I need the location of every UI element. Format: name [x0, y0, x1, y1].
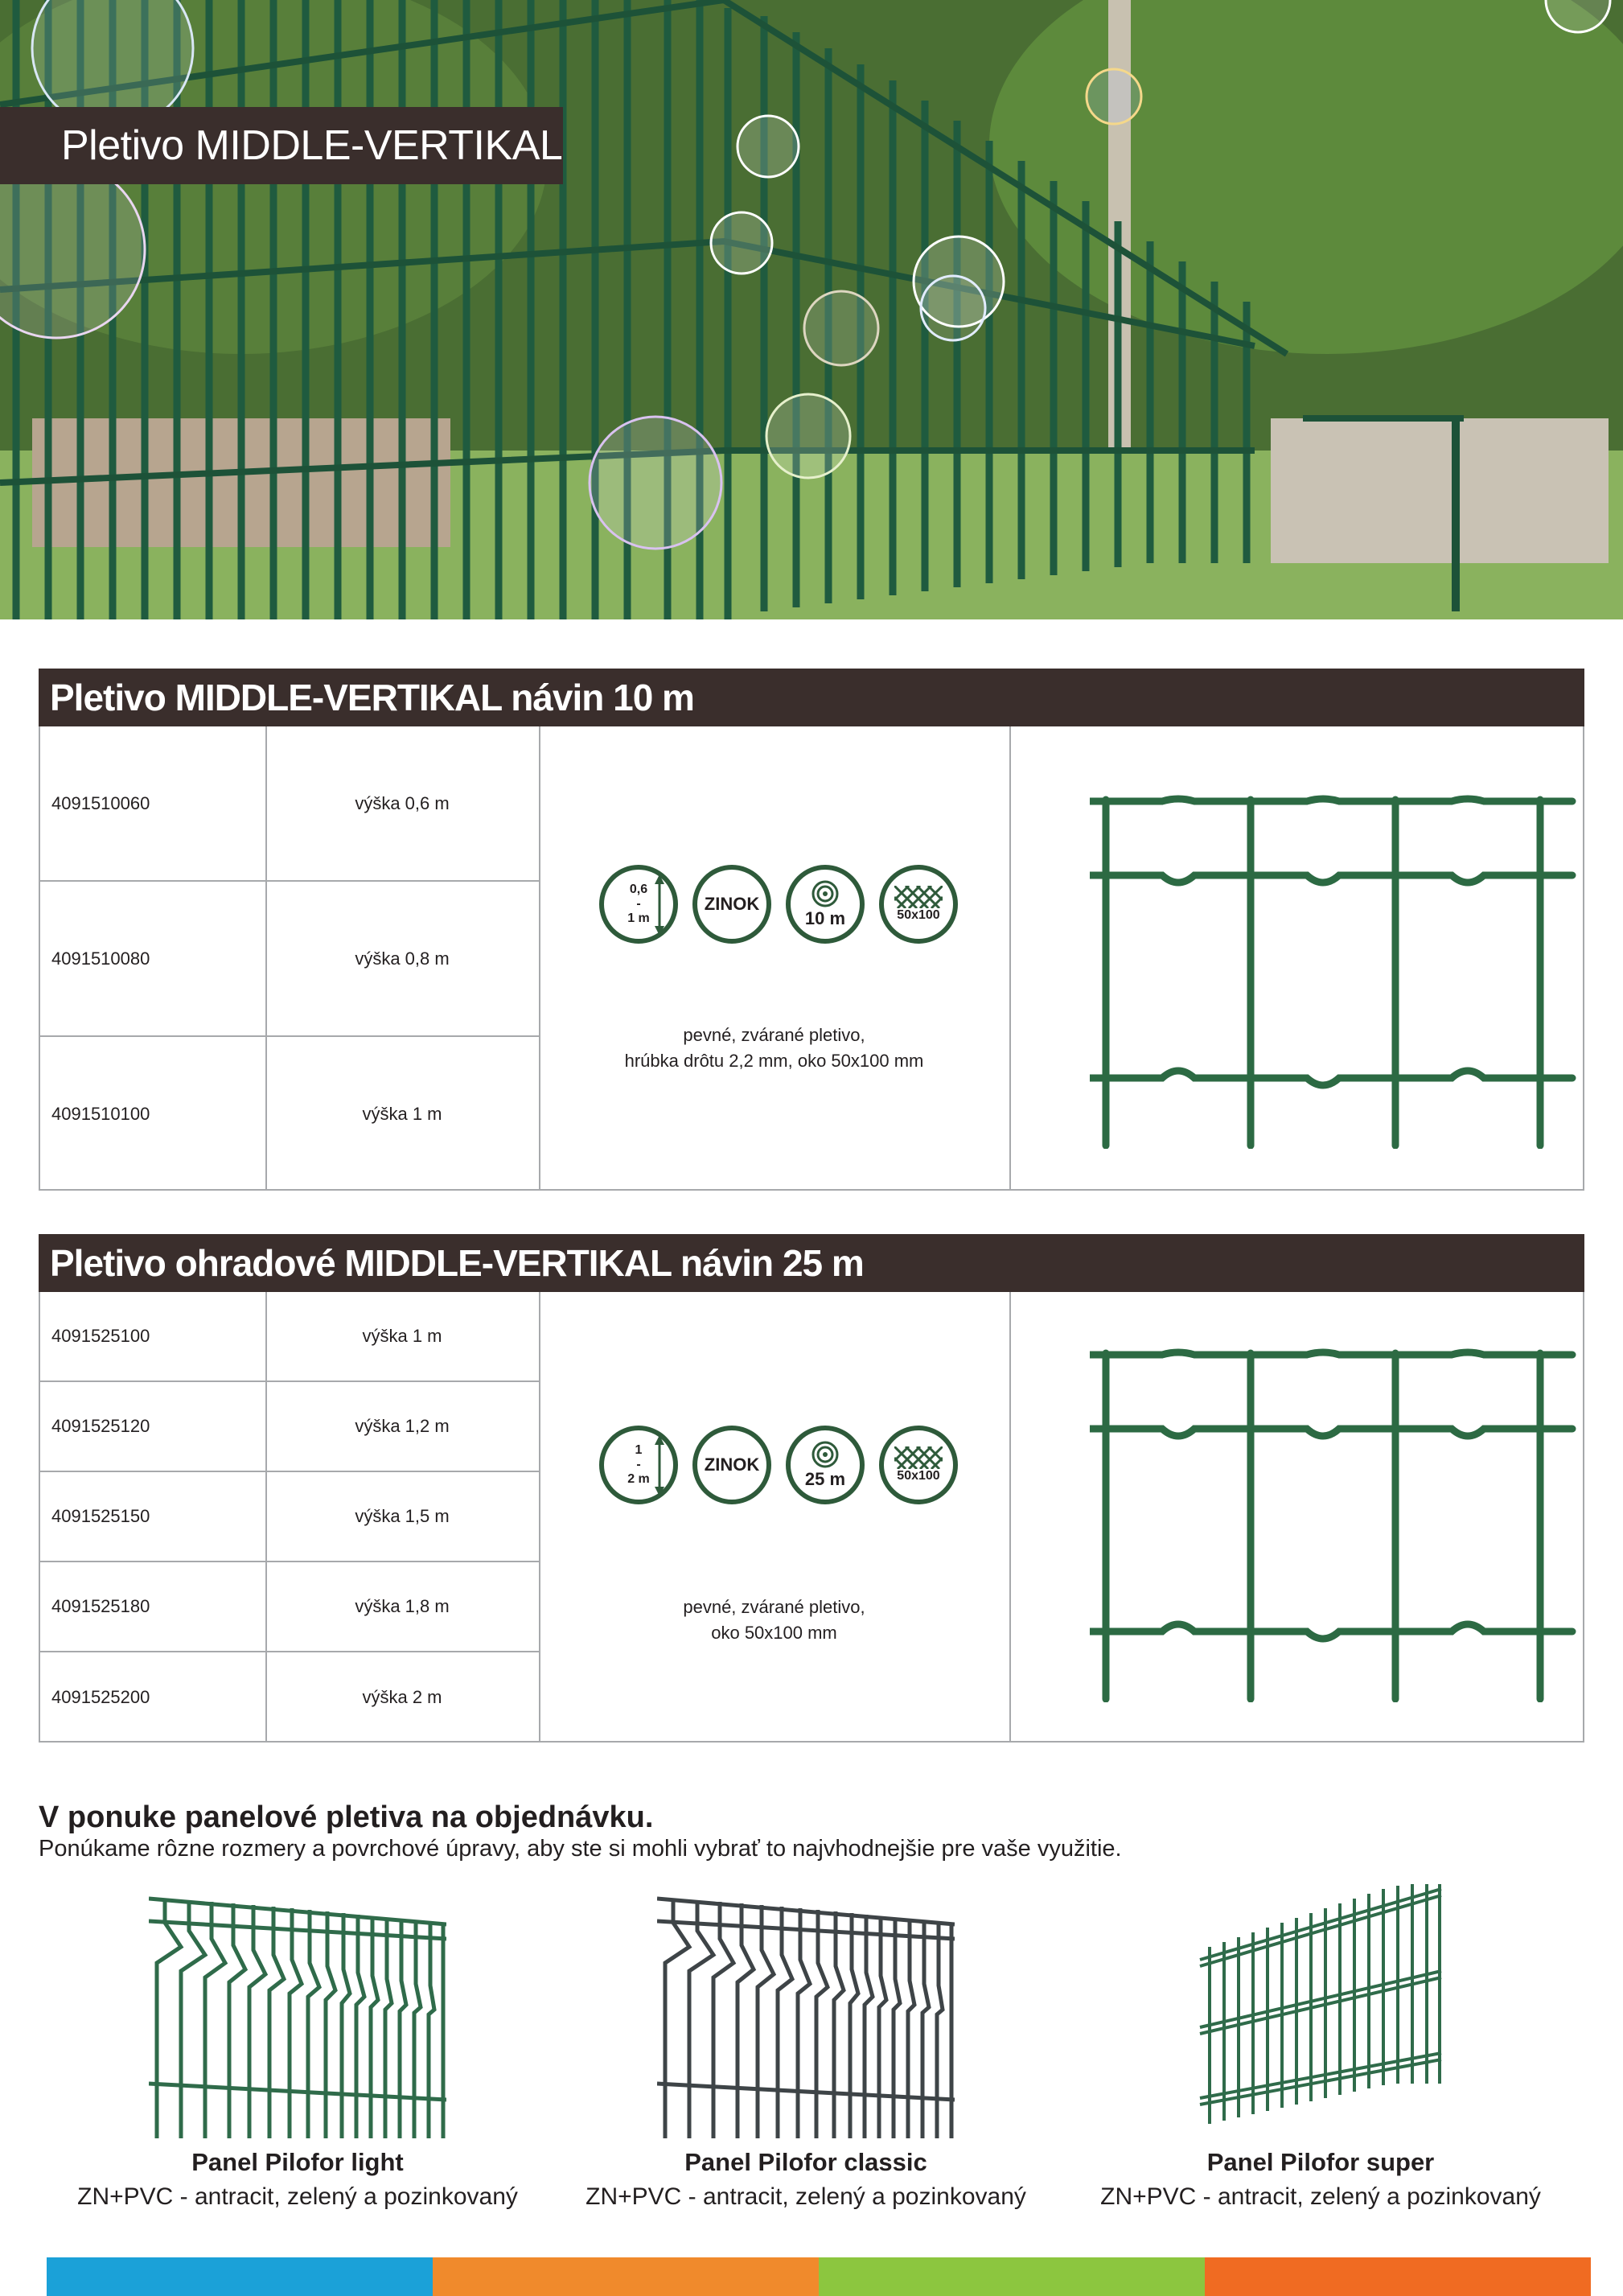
color-bar-red-orange	[1205, 2257, 1591, 2296]
panel-name: Panel Pilofor super	[1206, 2148, 1435, 2176]
mesh-size-icon: 50x100	[879, 865, 958, 944]
product-description	[539, 1594, 1009, 1646]
color-bar-orange	[433, 2257, 819, 2296]
table-row	[40, 1037, 539, 1191]
mesh-pattern-icon	[894, 886, 943, 908]
panel-card	[1079, 1882, 1562, 2211]
panel-description: ZN+PVC - antracit, zelený a pozinkovaný	[1100, 2183, 1541, 2210]
offer-subtitle: Ponúkame rôzne rozmery a povrchové úpravy, aby ste si mohli vybrať to najvhodnejšie pre vaše využitie.	[39, 1836, 1122, 1862]
product-height: výška 0,6 m	[355, 792, 450, 813]
product-grid	[39, 1292, 1584, 1743]
product-height: výška 0,8 m	[355, 948, 450, 969]
product-table-10m	[39, 669, 1584, 1191]
offer-title: V ponuke panelové pletiva na objednávku.	[39, 1800, 654, 1834]
product-height: výška 1,2 m	[355, 1416, 450, 1436]
product-code: 4091525150	[51, 1506, 150, 1526]
wire-mesh-image	[1090, 795, 1580, 1149]
page-title: Pletivo MIDDLE-VERTIKAL	[0, 107, 563, 184]
product-code: 4091525180	[51, 1596, 150, 1616]
product-grid	[39, 726, 1584, 1191]
panel-name: Panel Pilofor light	[191, 2148, 404, 2176]
feature-icons	[599, 1426, 958, 1504]
product-code: 4091510080	[51, 948, 150, 969]
zinc-coating-icon: ZINOK	[692, 865, 771, 944]
table-row	[40, 1652, 539, 1743]
product-code: 4091525120	[51, 1416, 150, 1436]
product-description	[539, 1023, 1009, 1074]
divider	[1009, 726, 1011, 1189]
table-row	[40, 1382, 539, 1472]
fence-photo	[0, 0, 1623, 619]
panel-card	[565, 1882, 1047, 2211]
panel-description: ZN+PVC - antracit, zelený a pozinkovaný	[586, 2183, 1026, 2210]
divider	[1009, 1292, 1011, 1741]
panel-super-image	[1192, 1882, 1449, 2138]
roll-icon	[811, 879, 840, 908]
divider	[539, 726, 540, 1189]
description-line: oko 50x100 mm	[711, 1623, 837, 1643]
description-line: hrúbka drôtu 2,2 mm, oko 50x100 mm	[624, 1051, 924, 1071]
product-height: výška 1,5 m	[355, 1506, 450, 1526]
product-height: výška 1 m	[362, 1326, 442, 1346]
product-code: 4091525200	[51, 1687, 150, 1707]
description-line: pevné, zvárané pletivo,	[683, 1597, 865, 1617]
panel-light-image	[149, 1882, 446, 2138]
product-code: 4091510060	[51, 792, 150, 813]
description-line: pevné, zvárané pletivo,	[683, 1025, 865, 1045]
divider	[539, 1292, 540, 1741]
panel-description: ZN+PVC - antracit, zelený a pozinkovaný	[77, 2183, 518, 2210]
roll-icon	[811, 1440, 840, 1469]
mesh-size-icon: 50x100	[879, 1426, 958, 1504]
panel-card	[56, 1882, 539, 2211]
section-heading: Pletivo MIDDLE-VERTIKAL návin 10 m	[39, 669, 1584, 726]
table-row	[40, 726, 539, 882]
color-bar-blue	[47, 2257, 433, 2296]
table-row	[40, 1292, 539, 1382]
table-row	[40, 1562, 539, 1652]
height-range-icon: 0,6 - 1 m	[599, 865, 678, 944]
product-height: výška 1,8 m	[355, 1596, 450, 1616]
color-bar-green	[819, 2257, 1205, 2296]
zinc-coating-icon: ZINOK	[692, 1426, 771, 1504]
product-height: výška 1 m	[362, 1103, 442, 1124]
product-code: 4091510100	[51, 1103, 150, 1124]
footer-color-bars	[47, 2257, 1591, 2296]
section-heading: Pletivo ohradové MIDDLE-VERTIKAL návin 25 m	[39, 1234, 1584, 1292]
feature-icons	[599, 865, 958, 944]
panel-classic-image	[657, 1882, 955, 2138]
table-row	[40, 1472, 539, 1562]
table-row	[40, 882, 539, 1037]
roll-length-icon: 25 m	[786, 1426, 865, 1504]
height-range-icon: 1 - 2 m	[599, 1426, 678, 1504]
wire-mesh-image	[1090, 1348, 1580, 1702]
product-code: 4091525100	[51, 1326, 150, 1346]
product-height: výška 2 m	[362, 1687, 442, 1707]
roll-length-icon: 10 m	[786, 865, 865, 944]
mesh-pattern-icon	[894, 1446, 943, 1469]
panel-name: Panel Pilofor classic	[684, 2148, 927, 2176]
product-table-25m	[39, 1234, 1584, 1743]
hero-photo	[0, 0, 1623, 619]
